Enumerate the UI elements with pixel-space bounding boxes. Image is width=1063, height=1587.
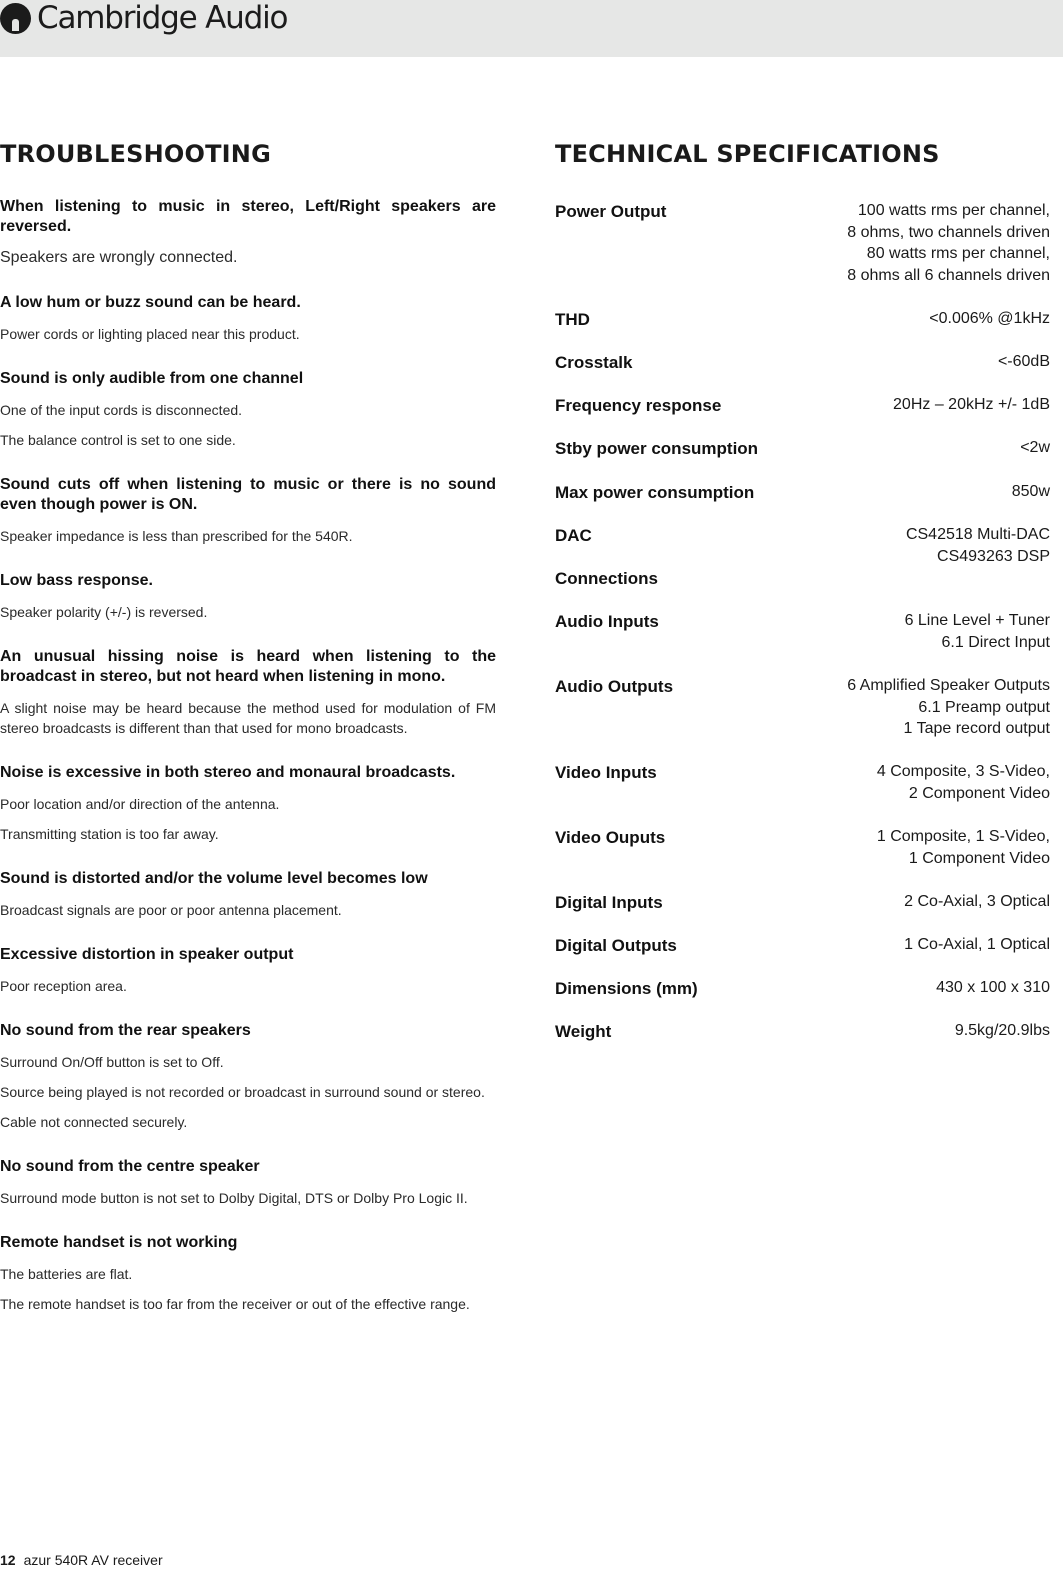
spec-value [998,351,1050,373]
brand-name: Cambridge Audio [37,0,288,36]
troubleshooting-question: A low hum or buzz sound can be heard. [0,294,301,311]
spec-value [1020,437,1050,459]
troubleshooting-item [0,1021,496,1132]
troubleshooting-answer: Transmitting station is too far away. [0,826,219,842]
troubleshooting-question: An unusual hissing noise is heard when listening to the broadcast in stereo, but not heard when listening in mono. [0,648,496,685]
spec-label: Weight [555,1022,612,1041]
spec-value-line: 430 x 100 x 310 [936,979,1050,996]
spec-value-line: 80 watts rms per channel, [866,245,1050,263]
page-header [0,0,1063,57]
spec-label: Video Ouputs [555,828,666,847]
spec-value-line: 850w [1011,483,1050,500]
spec-value-line: 6.1 Direct Input [941,633,1050,651]
spec-value-line: 1 Co-Axial, 1 Optical [904,936,1050,953]
troubleshooting-answer: Surround On/Off button is set to Off. [0,1054,224,1070]
troubleshooting-answer: Speaker polarity (+/-) is reversed. [0,604,208,620]
troubleshooting-question: When listening to music in stereo, Left/Right speakers are reversed. [0,198,496,235]
troubleshooting-question: No sound from the centre speaker [0,1158,260,1175]
spec-value-line: <-60dB [997,353,1050,370]
troubleshooting-answer: The batteries are flat. [0,1266,133,1282]
troubleshooting-answer: One of the input cords is disconnected. [0,402,243,418]
cambridge-audio-logo-icon [0,3,31,34]
troubleshooting-answer: The remote handset is too far from the receiver or out of the effective range. [0,1296,470,1312]
product-name: azur 540R AV receiver [23,1552,163,1568]
technical-specifications-title: TECHNICAL SPECIFICATIONS [555,140,940,168]
troubleshooting-question: No sound from the rear speakers [0,1022,251,1039]
troubleshooting-answer: Cable not connected securely. [0,1114,188,1130]
spec-label: Max power consumption [555,483,755,502]
spec-value-line: 9.5kg/20.9lbs [954,1022,1050,1039]
spec-value-line: 8 ohms, two channels driven [847,223,1050,241]
troubleshooting-answer: Speakers are wrongly connected. [0,249,238,266]
spec-label: Crosstalk [555,353,633,372]
troubleshooting-question: Excessive distortion in speaker output [0,946,294,963]
troubleshooting-answer: Poor reception area. [0,978,127,994]
spec-value-line: 6 Amplified Speaker Outputs [847,677,1050,694]
spec-value [955,1020,1050,1042]
spec-label: Digital Outputs [555,936,677,955]
troubleshooting-question: Low bass response. [0,572,153,589]
spec-value-line: <0.006% @1kHz [929,310,1050,327]
spec-value-line: 8 ohms all 6 channels driven [847,266,1050,284]
troubleshooting-answer: Broadcast signals are poor or poor antenna placement. [0,902,342,918]
spec-value-line: 6 Line Level + Tuner [904,612,1050,629]
troubleshooting-question: Noise is excessive in both stereo and monaural broadcasts. [0,764,456,781]
spec-value-line: 2 Co-Axial, 3 Optical [904,893,1050,910]
troubleshooting-item [0,869,496,920]
spec-label: DAC [555,526,592,545]
page-number: 12 [0,1552,16,1568]
troubleshooting-item [0,945,496,996]
troubleshooting-question: Sound cuts off when listening to music or there is no sound even though power is ON. [0,476,496,513]
spec-value-line: 2 Component Video [908,784,1050,802]
troubleshooting-question: Remote handset is not working [0,1234,238,1251]
spec-value [877,826,1050,869]
spec-label: THD [555,310,590,329]
troubleshooting-item [0,1233,496,1314]
spec-value-line: 6.1 Preamp output [918,698,1050,716]
spec-value [893,394,1050,416]
spec-value-line: CS493263 DSP [937,547,1050,565]
spec-value [847,675,1050,740]
page-footer [0,1552,163,1568]
spec-value-line: 1 Tape record output [903,720,1050,738]
troubleshooting-list [0,197,496,1339]
spec-value [905,610,1050,653]
brand-logo [0,0,287,37]
troubleshooting-item [0,763,496,844]
troubleshooting-item [0,475,496,546]
spec-value-line: 4 Composite, 3 S-Video, [876,763,1050,780]
troubleshooting-answer: Surround mode button is not set to Dolby Digital, DTS or Dolby Pro Logic II. [0,1190,468,1206]
spec-value [936,977,1050,999]
spec-value [929,308,1050,330]
troubleshooting-item [0,1157,496,1208]
troubleshooting-answer: Source being played is not recorded or broadcast in surround sound or stereo. [0,1084,485,1100]
spec-value [877,761,1050,804]
spec-label: Video Inputs [555,763,657,782]
spec-value-line: <2w [1020,439,1050,456]
spec-value-line: 100 watts rms per channel, [857,202,1050,219]
spec-label: Audio Inputs [555,612,659,631]
spec-label: Digital Inputs [555,893,663,912]
spec-label: Frequency response [555,396,722,415]
spec-label: Audio Outputs [555,677,674,696]
spec-value [847,200,1050,286]
spec-value-line: 1 Component Video [908,849,1050,867]
spec-label: Dimensions (mm) [555,979,698,998]
troubleshooting-answer: A slight noise may be heard because the method used for modulation of FM stereo broadcasts is different than that used for mono broadcasts. [0,700,496,736]
spec-value-line: 20Hz – 20kHz +/- 1dB [893,396,1050,413]
spec-value [904,891,1050,913]
troubleshooting-answer: Power cords or lighting placed near this product. [0,326,300,342]
troubleshooting-answer: Poor location and/or direction of the antenna. [0,796,280,812]
troubleshooting-answer: The balance control is set to one side. [0,432,236,448]
spec-label: Power Output [555,202,667,221]
troubleshooting-item [0,197,496,268]
troubleshooting-item [0,571,496,622]
troubleshooting-item [0,369,496,450]
troubleshooting-question: Sound is distorted and/or the volume level becomes low [0,870,428,887]
spec-value [1012,481,1050,503]
spec-value-line: 1 Composite, 1 S-Video, [876,828,1050,845]
spec-value [904,934,1050,956]
spec-label: Connections [555,569,658,588]
spec-label: Stby power consumption [555,439,759,458]
spec-value [906,524,1050,567]
troubleshooting-question: Sound is only audible from one channel [0,370,304,387]
troubleshooting-title: TROUBLESHOOTING [0,140,271,168]
spec-value-line: CS42518 Multi-DAC [905,526,1050,543]
troubleshooting-item [0,647,496,738]
troubleshooting-answer: Speaker impedance is less than prescribed for the 540R. [0,528,353,544]
troubleshooting-item [0,293,496,344]
